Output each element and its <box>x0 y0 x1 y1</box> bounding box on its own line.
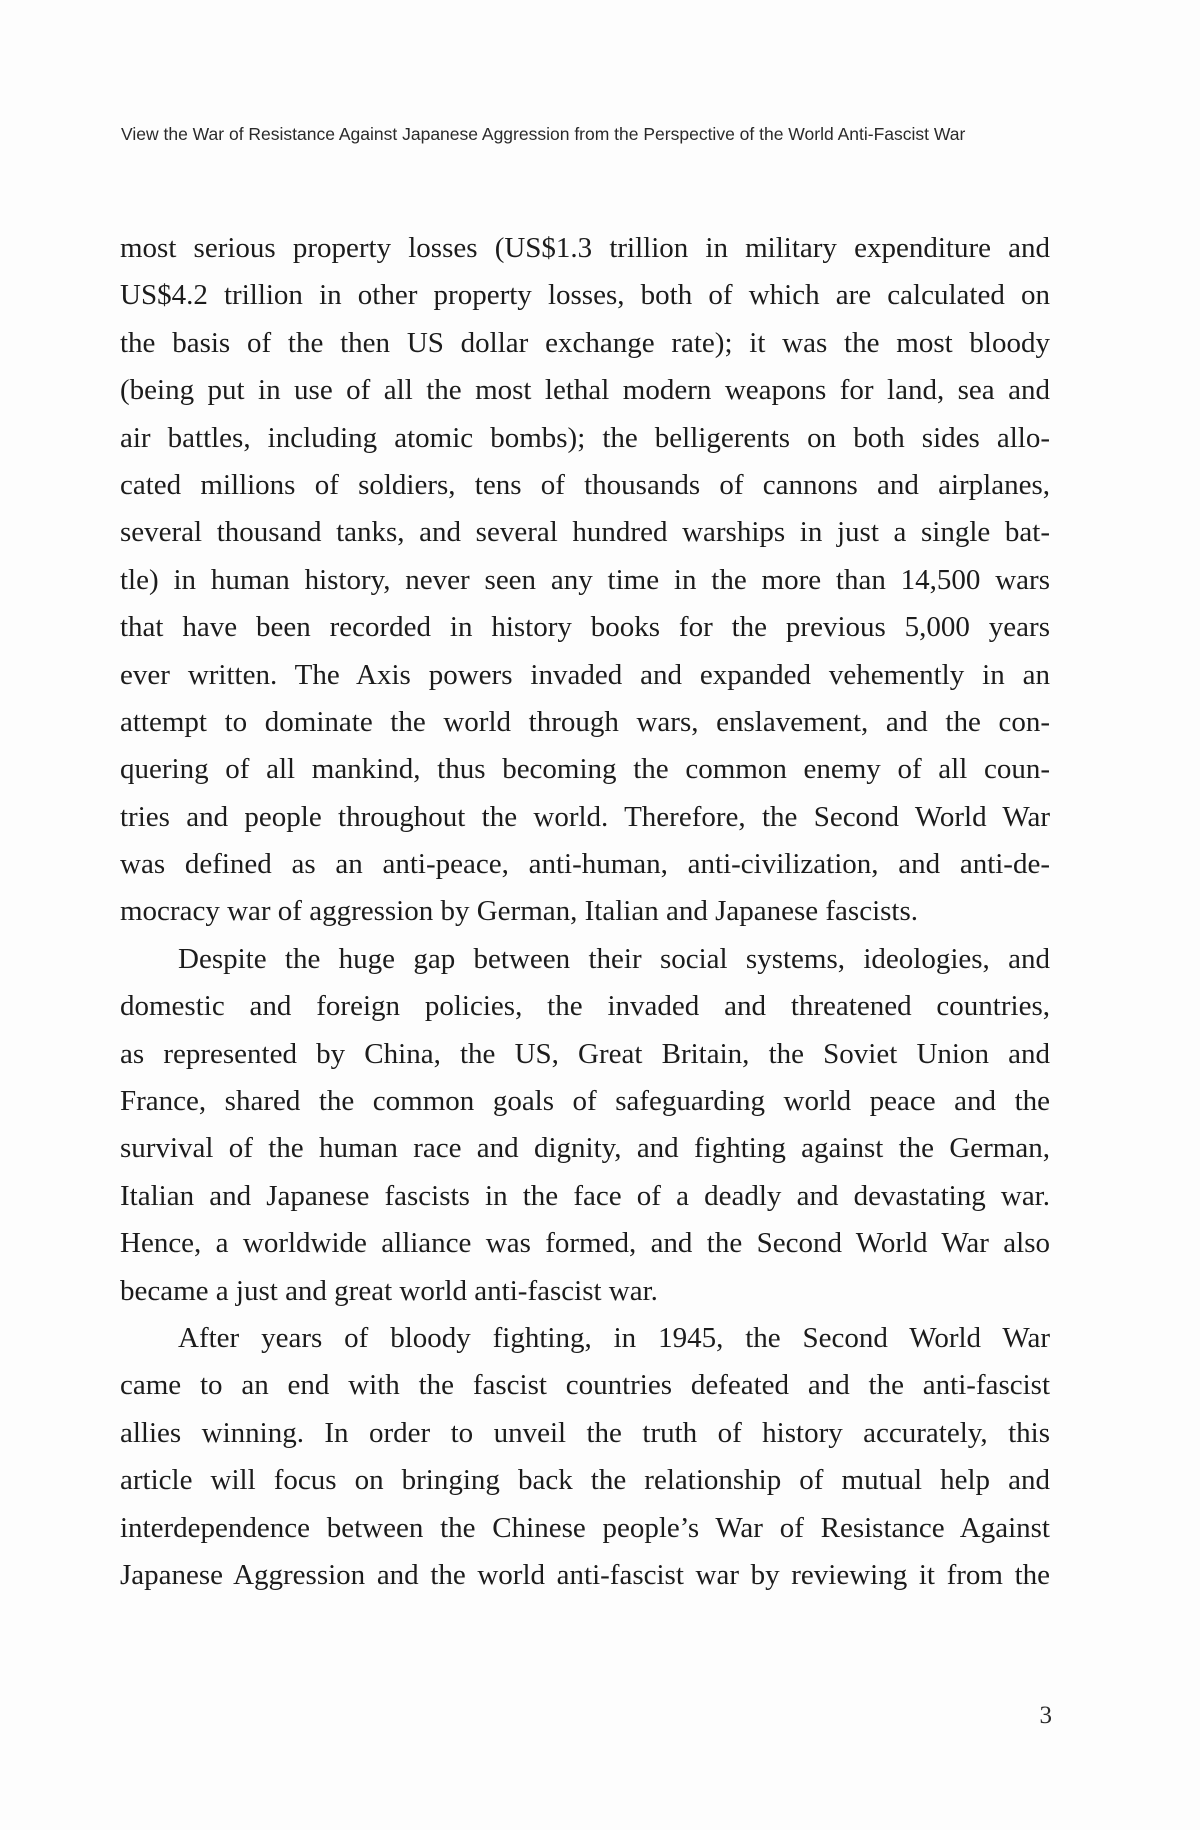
page-number: 3 <box>1039 1702 1052 1729</box>
paragraph-start-line: Despite the huge gap between their social systems, ideologies, and <box>178 942 1050 975</box>
text-line: Japanese Aggression and the world anti-fascist war by reviewing it from the <box>120 1558 1050 1591</box>
text-line: ever written. The Axis powers invaded and expanded vehemently in an <box>120 658 1050 691</box>
paragraph-start-line: After years of bloody fighting, in 1945, the Second World War <box>178 1321 1050 1354</box>
text-line: air battles, including atomic bombs); the belligerents on both sides allo- <box>120 421 1050 454</box>
text-line: US$4.2 trillion in other property losses, both of which are calculated on <box>120 279 1050 312</box>
text-line: several thousand tanks, and several hundred warships in just a single bat- <box>120 516 1050 549</box>
text-line: attempt to dominate the world through wars, enslavement, and the con- <box>120 705 1050 738</box>
text-line: that have been recorded in history books for the previous 5,000 years <box>120 611 1050 644</box>
text-line: Italian and Japanese fascists in the face of a deadly and devastating war. <box>120 1179 1050 1212</box>
text-line: (being put in use of all the most lethal modern weapons for land, sea and <box>120 374 1050 407</box>
text-line: survival of the human race and dignity, and fighting against the German, <box>120 1132 1050 1165</box>
text-line: tle) in human history, never seen any time in the more than 14,500 wars <box>120 563 1050 596</box>
text-line: allies winning. In order to unveil the truth of history accurately, this <box>120 1416 1050 1449</box>
paragraph-end-line: became a just and great world anti-fascist war. <box>120 1274 658 1307</box>
paragraph-end-line: mocracy war of aggression by German, Italian and Japanese fascists. <box>120 895 919 928</box>
text-line: cated millions of soldiers, tens of thousands of cannons and airplanes, <box>120 468 1050 501</box>
text-line: as represented by China, the US, Great Britain, the Soviet Union and <box>120 1037 1050 1070</box>
text-line: tries and people throughout the world. Therefore, the Second World War <box>120 800 1050 833</box>
text-line: was defined as an anti-peace, anti-human, anti-civilization, and anti-de- <box>120 848 1050 881</box>
text-line: article will focus on bringing back the relationship of mutual help and <box>120 1464 1050 1497</box>
running-header: View the War of Resistance Against Japanese Aggression from the Perspective of the World Anti-Fascist War <box>121 124 966 144</box>
body-text <box>120 225 1050 1599</box>
text-line: domestic and foreign policies, the invaded and threatened countries, <box>120 990 1050 1023</box>
text-line: came to an end with the fascist countries defeated and the anti-fascist <box>120 1369 1050 1402</box>
text-line: the basis of the then US dollar exchange rate); it was the most bloody <box>120 326 1050 359</box>
text-line: Hence, a worldwide alliance was formed, and the Second World War also <box>120 1227 1050 1260</box>
text-line: most serious property losses (US$1.3 trillion in military expenditure and <box>120 232 1050 264</box>
text-line: interdependence between the Chinese people’s War of Resistance Against <box>120 1511 1050 1544</box>
text-line: France, shared the common goals of safeguarding world peace and the <box>120 1085 1050 1118</box>
text-line: quering of all mankind, thus becoming the common enemy of all coun- <box>120 753 1050 786</box>
